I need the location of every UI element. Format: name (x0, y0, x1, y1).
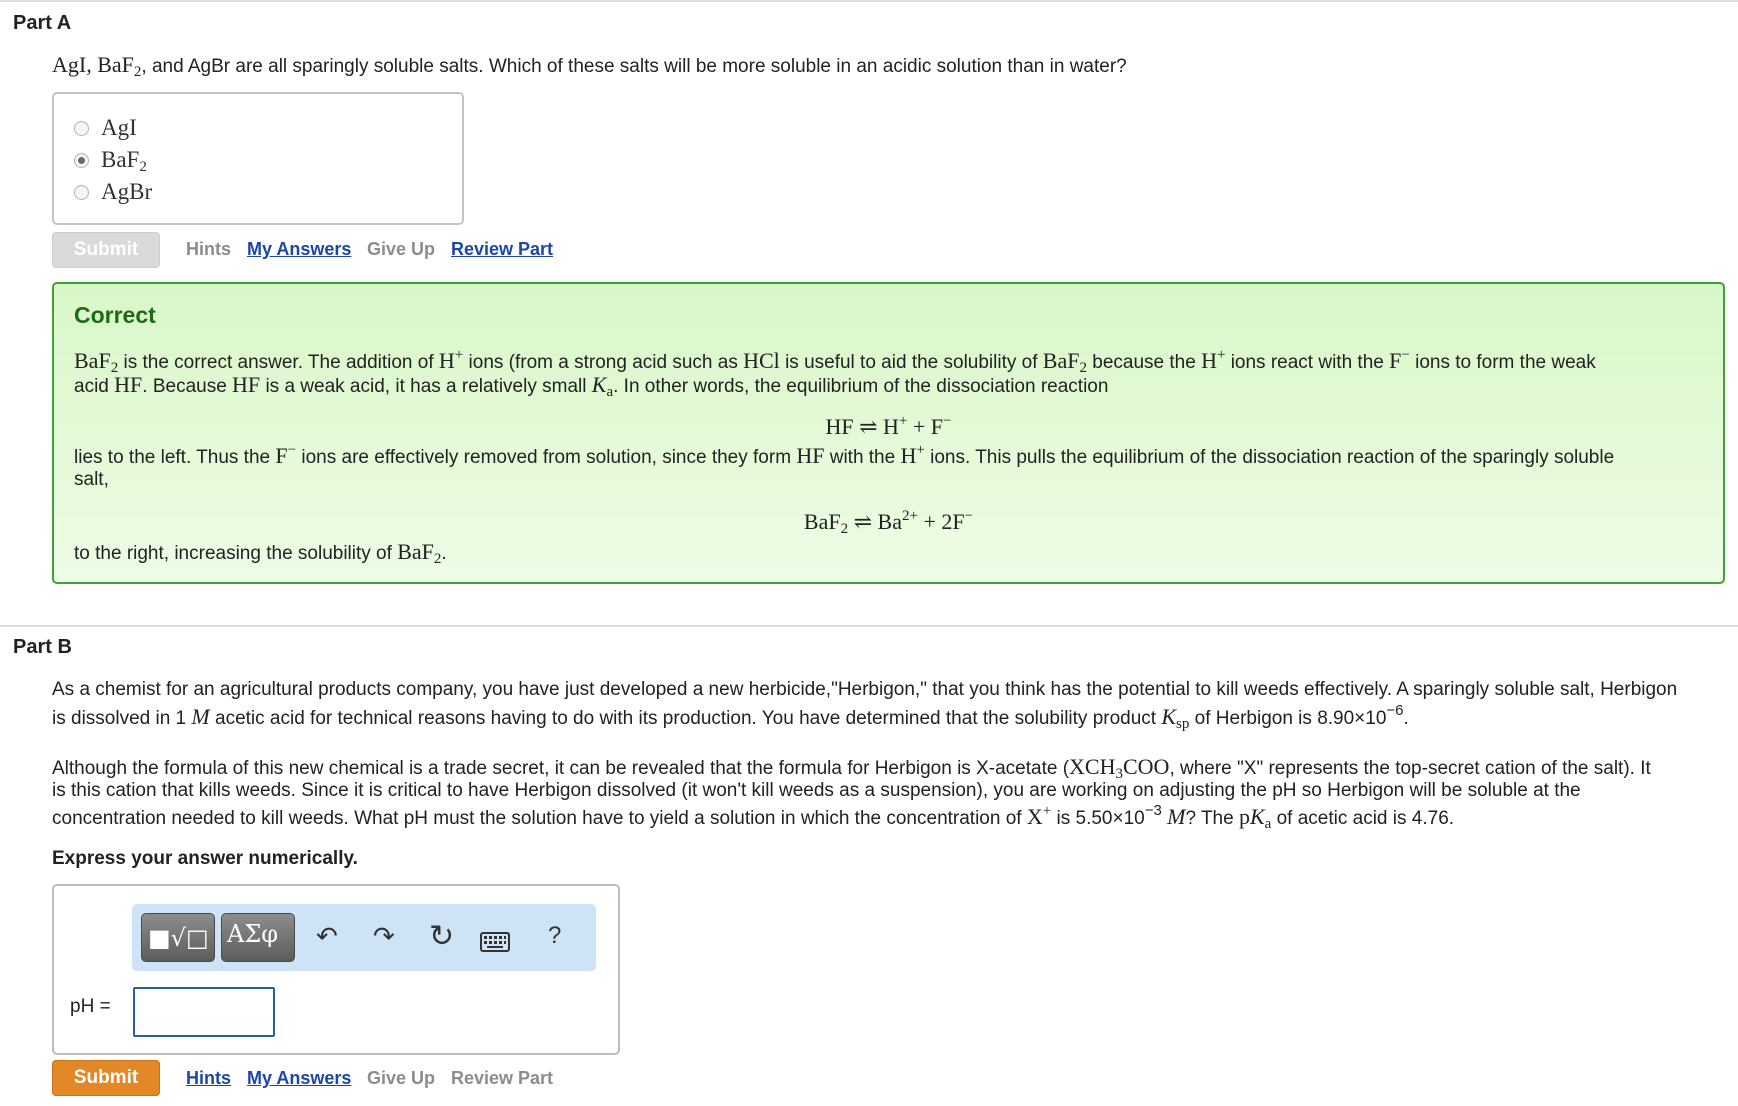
part-a-question: AgI, BaF$_2$, and AgBr are all sparingly soluble salts. Which of these salts will be more soluble in an acidic solution than in water? (52, 52, 1127, 80)
equation-hf-dissociation: HF ⇌ H+ + F− (825, 413, 952, 439)
feedback-title: Correct (74, 302, 156, 328)
top-divider (0, 0, 1738, 2)
part-a-title: Part A (13, 12, 72, 34)
my-answers-link[interactable]: My Answers (247, 239, 352, 259)
give-up-link[interactable]: Give Up (367, 239, 436, 259)
keyboard-icon[interactable] (480, 930, 510, 956)
feedback-line: salt, (74, 469, 109, 490)
part-b-title: Part B (13, 636, 72, 658)
choice-label: AgBr (101, 179, 153, 204)
ph-label: pH = (70, 996, 111, 1017)
math-toolbar (132, 904, 596, 971)
choice-baf2[interactable] (74, 146, 147, 174)
undo-icon[interactable]: ↶ (316, 921, 338, 951)
feedback-line: BaF$_2$ is the correct answer. The addition of H+ ions (from a strong acid such as HCl is useful to aid the solubility of BaF$_2$ because the H+ ions react with the F− ions to form the weak (74, 347, 1596, 376)
templates-button[interactable] (141, 913, 215, 962)
help-icon[interactable]: ? (548, 922, 562, 949)
answer-box (52, 884, 620, 1055)
ph-answer-input[interactable] (133, 987, 275, 1037)
part-b-para1-line2: is dissolved in 1 M acetic acid for technical reasons having to do with its production. You have determined that the solubility product $K_{sp}$ of Herbigon is $8.90\times 10^{-6}$. (52, 702, 1409, 732)
my-answers-link[interactable]: My Answers (247, 1068, 352, 1088)
submit-button[interactable]: Submit (52, 1060, 160, 1096)
templates-icon: ■√□ (148, 924, 209, 952)
part-b-para2-line2: is this cation that kills weeds. Since it is critical to have Herbigon dissolved (it won't kill weeds as a suspension), you are working on adjusting the pH so Herbigon will be soluble at the (52, 780, 1581, 801)
hints-link[interactable]: Hints (186, 239, 231, 259)
choice-agbr[interactable] (74, 178, 152, 206)
part-b-para2-line1: Although the formula of this new chemical is a trade secret, it can be revealed that the formula for Herbigon is X-acetate ($XCH_3COO$, where "X" represents the top-secret cation of the salt). It (52, 754, 1651, 782)
feedback-line: lies to the left. Thus the F− ions are effectively removed from solution, since they form HF with the H+ ions. This pulls the equilibrium of the dissociation reaction of the sparingly soluble (74, 442, 1615, 468)
part-b-para1-line1: As a chemist for an agricultural products company, you have just developed a new herbicide,"Herbigon," that you think has the potential to kill weeds effectively. A sparingly soluble salt, Herbigon (52, 679, 1678, 700)
choice-agi[interactable] (74, 114, 137, 142)
redo-icon[interactable]: ↷ (373, 921, 395, 951)
correct-feedback-box (52, 282, 1725, 584)
keyboard-svg (480, 932, 510, 952)
instruction-text: Express your answer numerically. (52, 848, 358, 869)
choice-label: AgI (101, 115, 137, 140)
submit-button[interactable]: Submit (52, 232, 160, 268)
review-part-link[interactable]: Review Part (451, 239, 554, 259)
part-b-para2-line3: concentration needed to kill weeds. What pH must the solution have to yield a solution in which the concentration of X+ is $5.50\times 10^{-3}$ M? The $pK_a$ of acetic acid is 4.76. (52, 802, 1455, 832)
review-part-link[interactable]: Review Part (451, 1068, 554, 1088)
give-up-link[interactable]: Give Up (367, 1068, 436, 1088)
feedback-line: to the right, increasing the solubility of BaF$_2$. (74, 539, 447, 567)
radio-agi[interactable] (74, 121, 89, 136)
hints-link[interactable]: Hints (186, 1068, 231, 1088)
feedback-line: acid HF. Because HF is a weak acid, it has a relatively small $K_a$. In other words, the equilibrium of the dissociation reaction (74, 372, 1109, 400)
radio-baf2-selected[interactable] (74, 153, 89, 168)
answer-choices (52, 92, 464, 225)
section-divider (0, 625, 1738, 627)
equation-baf2-dissociation: BaF$_2$ ⇌ $Ba^{2+} + 2F^-$ (803, 508, 974, 537)
choice-label: BaF$_2$ (101, 147, 147, 175)
symbols-icon: ΑΣφ (227, 920, 279, 948)
symbols-button[interactable] (221, 913, 295, 962)
radio-agbr[interactable] (74, 185, 89, 200)
reset-icon[interactable]: ↻ (429, 920, 455, 953)
